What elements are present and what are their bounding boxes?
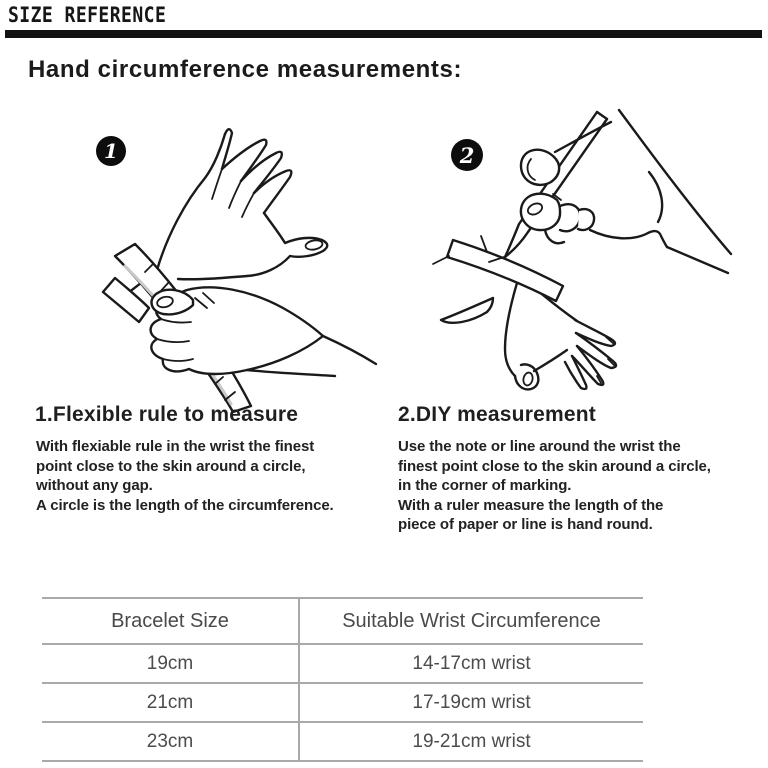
step-1-badge <box>96 136 126 166</box>
wrist-circumference-value: 19-21cm wrist <box>412 730 531 752</box>
measuring-tape-illustration <box>95 118 385 413</box>
pen-drawing <box>505 112 607 257</box>
wrist-circumference-value: 17-19cm wrist <box>412 691 531 713</box>
section-heading: Hand circumference measurements: <box>28 56 463 83</box>
gripping-hand-drawing <box>151 287 376 376</box>
step-2-badge-number: 2 <box>459 142 475 168</box>
step-2-description: Use the note or line around the wrist the finest point close to the skin around a circle, in the corner of marking. With a ruler measure the length of the piece of paper or line is hand round. <box>398 438 711 533</box>
bracelet-size-value: 21cm <box>42 684 300 721</box>
size-table-header-row <box>42 599 643 645</box>
bracelet-size-value: 23cm <box>42 723 300 760</box>
table-row <box>42 684 643 723</box>
step-1-badge-number: 1 <box>104 139 118 163</box>
table-row <box>42 645 643 684</box>
size-table <box>42 597 643 762</box>
wrist-circumference-value: 14-17cm wrist <box>412 652 531 674</box>
writing-hand-drawing <box>521 110 731 273</box>
bracelet-size-value: 19cm <box>42 645 300 682</box>
step-1-heading: 1.Flexible rule to measure <box>35 403 299 426</box>
step-2-badge <box>451 139 483 171</box>
step-1-description: With flexiable rule in the wrist the finest point close to the skin around a circle, without any gap. A circle is the length of the circumference. <box>36 438 334 514</box>
table-row <box>42 723 643 760</box>
title-underline-bar <box>5 30 762 38</box>
size-table-header-bracelet-size: Bracelet Size <box>42 599 300 643</box>
page-title: SIZE REFERENCE <box>8 3 167 27</box>
paper-strip-drawing <box>433 236 563 323</box>
size-table-header-wrist-circumference: Suitable Wrist Circumference <box>342 609 601 632</box>
step-2-heading: 2.DIY measurement <box>398 403 596 426</box>
